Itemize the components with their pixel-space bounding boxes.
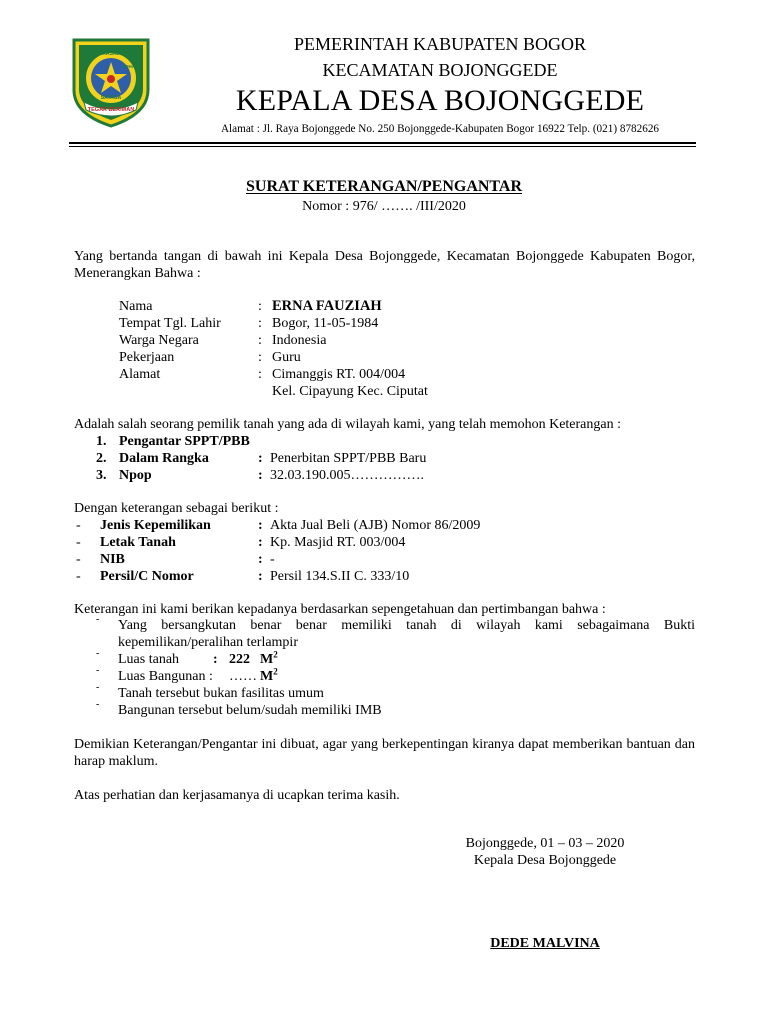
request-number: 1.: [96, 434, 107, 449]
colon: :: [258, 350, 262, 365]
unit-text: M: [260, 669, 274, 684]
header-rule-thick: [69, 142, 696, 144]
colon: :: [258, 468, 263, 483]
point-land-area-label: Luas tanah: [118, 652, 180, 667]
detail-label: Letak Tanah: [100, 535, 176, 550]
signer-name: DEDE MALVINA: [490, 936, 600, 951]
detail-label: NIB: [100, 552, 125, 567]
request-label: Npop: [119, 468, 152, 483]
detail-value: Akta Jual Beli (AJB) Nomor 86/2009: [270, 518, 481, 533]
point-not-public-facility: Tanah tersebut bukan fasilitas umum: [118, 686, 324, 701]
point-building-area-unit: [260, 668, 278, 685]
colon: :: [258, 552, 263, 567]
point-building-area-value: ……: [229, 669, 257, 684]
colon: :: [258, 535, 263, 550]
detail-value: Persil 134.S.II C. 333/10: [270, 569, 410, 584]
colon: :: [258, 518, 263, 533]
detail-dash: -: [76, 569, 81, 584]
basis-intro: Keterangan ini kami berikan kepadanya berdasarkan sepengetahuan dan pertimbangan bahwa :: [74, 602, 606, 617]
details-intro: Dengan keterangan sebagai berikut :: [74, 501, 279, 516]
bullet-marker: -: [96, 614, 100, 625]
colon: :: [258, 451, 263, 466]
person-value-line2: Kel. Cipayung Kec. Ciputat: [272, 384, 428, 399]
person-value: Indonesia: [272, 333, 327, 348]
bullet-marker: -: [96, 665, 100, 676]
emblem-top-text: PRASAJA: [99, 51, 123, 57]
person-label: Tempat Tgl. Lahir: [119, 316, 221, 331]
district-name: KECAMATAN BOJONGGEDE: [322, 60, 558, 80]
colon: :: [258, 569, 263, 584]
government-name: PEMERINTAH KABUPATEN BOGOR: [294, 34, 586, 54]
point-ownership: Yang bersangkutan benar benar memiliki tanah di wilayah kami sebagaimana Bukti kepemilikan/peralihan terlampir: [118, 618, 695, 650]
bullet-marker: -: [96, 648, 100, 659]
point-building-permit: Bangunan tersebut belum/sudah memiliki IMB: [118, 703, 382, 718]
person-label: Nama: [119, 299, 153, 314]
request-value: 32.03.190.005…………….: [270, 468, 424, 483]
point-building-area-label: Luas Bangunan :: [118, 669, 213, 684]
bullet-marker: -: [96, 682, 100, 693]
emblem-inner-text: SAYAGA: [100, 95, 122, 101]
person-label: Alamat: [119, 367, 161, 382]
request-label: Pengantar SPPT/PBB: [119, 434, 250, 449]
person-value: Cimanggis RT. 004/004: [272, 367, 406, 382]
colon: :: [258, 333, 262, 348]
emblem-right-text: TOHAGA: [122, 64, 142, 69]
signature-position: Kepala Desa Bojonggede: [473, 853, 617, 868]
colon: :: [258, 316, 262, 331]
bullet-marker: -: [96, 699, 100, 710]
unit-superscript: 2: [273, 649, 278, 660]
colon: :: [213, 652, 218, 667]
unit-text: M: [260, 652, 274, 667]
office-name: KEPALA DESA BOJONGGEDE: [235, 84, 645, 117]
request-number: 2.: [96, 451, 107, 466]
thanks-line: Atas perhatian dan kerjasamanya di ucapkan terima kasih.: [74, 788, 400, 803]
colon: :: [258, 367, 262, 382]
ownership-statement: Adalah salah seorang pemilik tanah yang ada di wilayah kami, yang telah memohon Keterangan :: [74, 417, 621, 432]
person-value: ERNA FAUZIAH: [272, 298, 382, 314]
detail-label: Jenis Kepemilikan: [100, 518, 211, 533]
colon: :: [258, 299, 262, 314]
person-value: Bogor, 11-05-1984: [272, 316, 379, 331]
detail-label: Persil/C Nomor: [100, 569, 194, 584]
office-address: Alamat : Jl. Raya Bojonggede No. 250 Bojonggede-Kabupaten Bogor 16922 Telp. (021) 8782626: [220, 123, 660, 135]
request-number: 3.: [96, 468, 107, 483]
request-label: Dalam Rangka: [119, 451, 209, 466]
emblem-ribbon-text: TEGAR BERIMAN: [87, 107, 135, 113]
letter-number: Nomor : 976/ ……. /III/2020: [302, 199, 466, 214]
closing-paragraph: Demikian Keterangan/Pengantar ini dibuat, agar yang berkepentingan kiranya dapat memberikan bantuan dan harap maklum.: [74, 737, 695, 769]
letter-title-text: SURAT KETERANGAN/PENGANTAR: [245, 178, 523, 195]
letter-title: [0, 178, 768, 196]
request-value: Penerbitan SPPT/PBB Baru: [270, 451, 427, 466]
signature-place-date: Bojonggede, 01 – 03 – 2020: [465, 836, 625, 851]
intro-paragraph: Yang bertanda tangan di bawah ini Kepala Desa Bojonggede, Kecamatan Bojonggede Kabupaten Bogor, Menerangkan Bahwa :: [74, 249, 695, 281]
person-label: Pekerjaan: [119, 350, 175, 365]
point-land-area-value: 222: [229, 652, 250, 667]
unit-superscript: 2: [273, 666, 278, 677]
person-value: Guru: [272, 350, 301, 365]
person-label: Warga Negara: [119, 333, 199, 348]
detail-dash: -: [76, 518, 81, 533]
detail-dash: -: [76, 552, 81, 567]
detail-dash: -: [76, 535, 81, 550]
detail-value: Kp. Masjid RT. 003/004: [270, 535, 406, 550]
header-rule-thin: [69, 146, 696, 147]
detail-value: -: [270, 552, 275, 567]
